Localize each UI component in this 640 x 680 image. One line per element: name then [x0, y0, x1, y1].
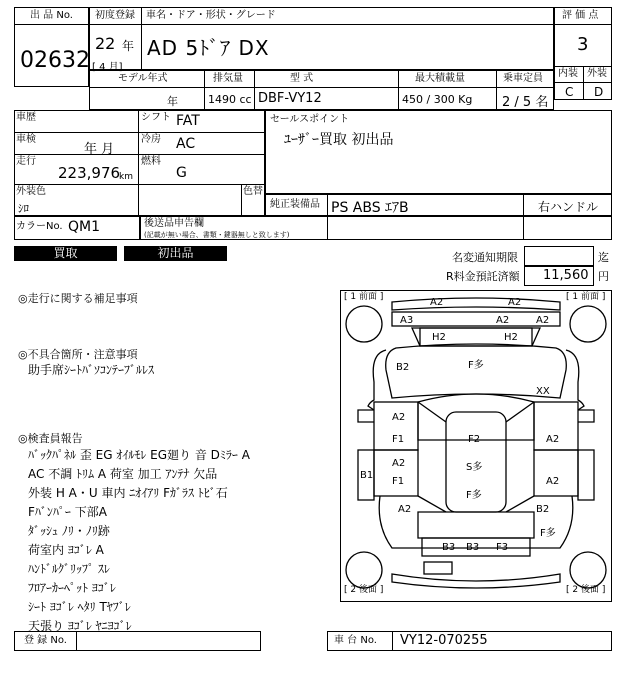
model-year-label: モデル年式 — [118, 73, 168, 84]
inspector-line: ﾊﾞｯｸﾊﾟﾈﾙ 歪 EG ｵｲﾙﾓﾚ EG廻り 音 Dﾐﾗｰ A — [28, 448, 250, 462]
aircon-value: AC — [176, 136, 196, 152]
damage-mark: XX — [536, 386, 550, 397]
inspector-line: 荷室内 ﾖｺﾞﾚ A — [28, 543, 104, 557]
equipment-label: 純正装備品 — [270, 199, 320, 210]
first-listing-tag: 初出品 — [124, 246, 227, 261]
inspector-line: ﾌﾛｱｰｶｰﾍﾟｯﾄ ﾖｺﾞﾚ — [28, 581, 116, 595]
damage-mark: A2 — [398, 504, 412, 515]
rating-value: 3 — [577, 34, 589, 55]
inspector-line: 外装 H A・U 車内 ﾆｵｲｱﾘ Fｶﾞﾗｽ ﾄﾋﾞ石 — [28, 486, 228, 500]
damage-mark: B3 — [466, 542, 480, 553]
damage-mark: A2 — [508, 297, 522, 308]
damage-mark: A2 — [546, 434, 560, 445]
reg-no-label: 登 録 No. — [24, 635, 67, 646]
damage-mark: F多 — [466, 490, 482, 501]
damage-mark: B2 — [536, 504, 550, 515]
supplement-title: ◎走行に関する補足事項 — [18, 292, 138, 305]
ext-color-value: ｼﾛ — [18, 202, 29, 215]
inspector-line: ﾀﾞｯｼｭ ﾉﾘ・ﾉﾘ跡 — [28, 524, 110, 538]
color-no-value: QM1 — [68, 219, 101, 235]
first-reg-label: 初度登録 — [95, 10, 135, 21]
inspection-label: 車検 — [16, 134, 36, 145]
fuel-value: G — [176, 165, 187, 181]
capacity-value: 2 / 5 名 — [502, 95, 549, 110]
sales-point-value: ﾕｰｻﾞｰ買取 初出品 — [284, 132, 394, 148]
mileage-label: 走行 — [16, 156, 36, 167]
inspector-line: ﾊﾝﾄﾞﾙｸﾞﾘｯﾌﾟ ｽﾚ — [28, 562, 110, 576]
inspection-value: 年 月 — [84, 142, 115, 157]
car-name-label: 車名・ドア・形状・グレード — [146, 10, 276, 21]
car-name: AD 5ﾄﾞｱ DX — [147, 36, 270, 60]
damage-mark: A2 — [392, 458, 406, 469]
corner-label-front-right: [ 1 前面 ] — [566, 292, 606, 302]
shift-label: シフト — [141, 112, 171, 123]
aircon-label: 冷房 — [141, 134, 161, 145]
interior-label: 内装 — [558, 68, 578, 79]
recycle-unit: 円 — [598, 270, 609, 283]
buy-tag: 買取 — [14, 246, 117, 261]
damage-mark: F1 — [392, 476, 405, 487]
reg-month: [ 4 月] — [92, 62, 123, 73]
inspector-line: ｼｰﾄ ﾖｺﾞﾚ ﾍﾀﾘ Tﾔﾌﾞﾚ — [28, 600, 131, 614]
damage-mark: H2 — [504, 332, 518, 343]
damage-mark: S多 — [466, 462, 483, 473]
damage-mark: F3 — [496, 542, 509, 553]
notice-unit: 迄 — [598, 251, 609, 264]
sales-point-label: セールスポイント — [270, 114, 350, 125]
recycle-label: R料金預託済額 — [446, 270, 520, 283]
inspector-title: ◎検査員報告 — [18, 432, 83, 445]
exterior-label: 外装 — [587, 68, 607, 79]
chassis-label: 車 台 No. — [334, 635, 377, 646]
displacement-value: 1490 cc — [208, 93, 252, 106]
details-left-box — [14, 110, 265, 216]
chassis-value: VY12-070255 — [400, 633, 488, 648]
damage-mark: B2 — [396, 362, 410, 373]
damage-mark: H2 — [432, 332, 446, 343]
damage-mark: A2 — [546, 476, 560, 487]
color-no-label: カラーNo. — [16, 221, 63, 232]
max-load-value: 450 / 300 Kg — [402, 93, 473, 106]
damage-mark: F多 — [540, 528, 556, 539]
docs-note: (記載が無い場合、書類・鍵器無しと致します) — [144, 231, 290, 239]
damage-mark: F多 — [468, 360, 484, 371]
color-change-label: 色替 — [243, 186, 263, 197]
damage-mark: A2 — [392, 412, 406, 423]
damage-mark: A2 — [496, 315, 510, 326]
history-label: 車歴 — [16, 112, 36, 123]
equipment-value: PS ABS ｴｱB — [331, 200, 409, 216]
damage-mark: B1 — [360, 470, 374, 481]
steering-value: 右ハンドル — [538, 200, 599, 214]
shift-value: FAT — [176, 113, 200, 129]
damage-mark: A2 — [430, 297, 444, 308]
inspector-line: AC 不調 ﾄﾘﾑ A 荷室 加工 ｱﾝﾃﾅ 欠品 — [28, 467, 218, 481]
model-year-unit: 年 — [167, 95, 178, 108]
corner-label-front-left: [ 1 前面 ] — [344, 292, 384, 302]
displacement-label: 排気量 — [213, 73, 243, 84]
ext-color-label: 外装色 — [16, 186, 46, 197]
fuel-label: 燃料 — [141, 156, 161, 167]
damage-mark: B3 — [442, 542, 456, 553]
inspector-line: Fﾊﾞﾝﾊﾟｰ 下部A — [28, 505, 107, 519]
damage-mark: A2 — [536, 315, 550, 326]
max-load-label: 最大積載量 — [415, 73, 465, 84]
docs-label: 後送品申告欄 — [144, 218, 204, 229]
inspector-line: 天張り ﾖｺﾞﾚ ﾔﾆﾖｺﾞﾚ — [28, 619, 132, 633]
capacity-label: 乗車定員 — [503, 73, 543, 84]
model-type-label: 型 式 — [290, 73, 314, 84]
mileage-unit: km — [119, 172, 133, 182]
corner-label-rear-left: [ 2 後面 ] — [344, 585, 384, 595]
reg-year-unit: 年 — [122, 39, 135, 53]
recycle-value: 11,560 — [543, 268, 589, 283]
corner-label-rear-right: [ 2 後面 ] — [566, 585, 606, 595]
defect-title: ◎不具合箇所・注意事項 — [18, 348, 138, 361]
rating-label: 評 価 点 — [562, 10, 599, 21]
mileage-value: 223,976 — [58, 164, 121, 182]
car-damage-diagram — [340, 290, 612, 602]
notice-box — [524, 246, 594, 266]
damage-mark: F2 — [468, 434, 481, 445]
lot-label: 出 品 No. — [30, 10, 73, 21]
damage-mark: A3 — [400, 315, 414, 326]
damage-mark: F1 — [392, 434, 405, 445]
lot-number: 02632 — [20, 48, 90, 73]
defect-line: 助手席ｼｰﾄﾊﾞｿｺﾝﾃｰﾌﾞﾙﾚｽ — [28, 363, 155, 377]
model-type-value: DBF-VY12 — [258, 91, 322, 106]
interior-grade: C — [565, 85, 574, 99]
notice-label: 名変通知期限 — [452, 251, 518, 264]
reg-year: 22 — [95, 34, 116, 53]
exterior-grade: D — [594, 85, 604, 99]
